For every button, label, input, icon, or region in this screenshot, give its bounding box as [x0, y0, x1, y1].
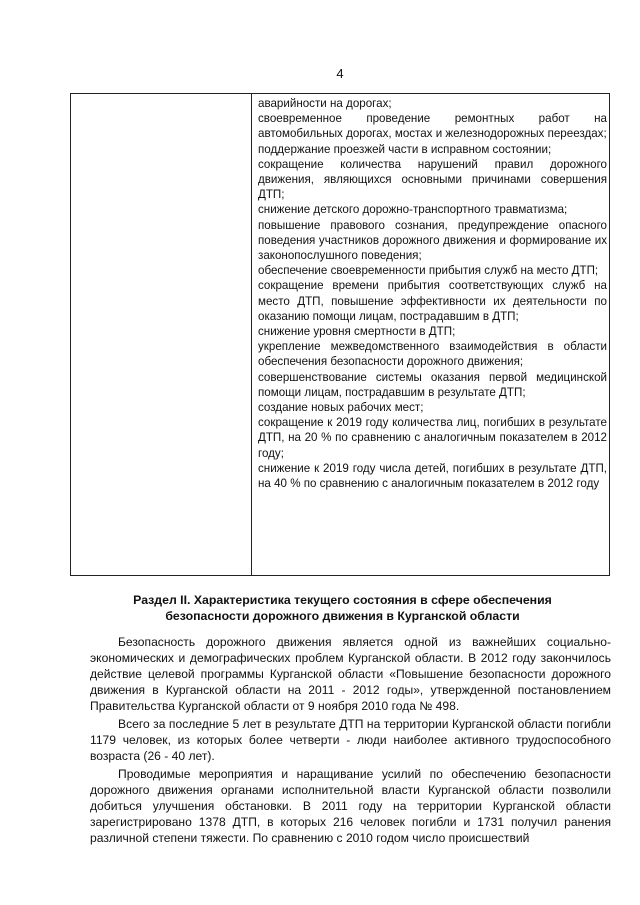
- table-item: сокращение времени прибытия соответствующих служб на место ДТП, повышение эффективности их деятельности по оказанию помощи лицам, пострадавшим в ДТП;: [258, 279, 607, 323]
- body-paragraph: Безопасность дорожного движения является одной из важнейших социально-экономических и демографических проблем Курганской области. В 2012 году закончилось действие целевой программы Курганской области «Повышение безопасности дорожного движения в Курганской области на 2011 - 2012 годы», утвержденной постановлением Правительства Курганской области от 9 ноября 2010 года № 498.: [90, 635, 611, 713]
- table-item: совершенствование системы оказания первой медицинской помощи лицам, пострадавшим в результате ДТП;: [258, 370, 607, 399]
- table-item: обеспечение своевременности прибытия служб на место ДТП;: [258, 264, 599, 278]
- table-item: повышение правового сознания, предупреждение опасного поведения участников дорожного движения и формирование их законопослушного поведения;: [258, 218, 607, 263]
- table-item: поддержание проезжей части в исправном состоянии;: [258, 142, 552, 156]
- section-body: [90, 634, 611, 848]
- table-item: аварийности на дорогах;: [258, 97, 392, 110]
- table-item: своевременное проведение ремонтных работ на автомобильных дорогах, мостах и железнодорожных переездах;: [258, 112, 607, 141]
- body-paragraph: Всего за последние 5 лет в результате ДТП на территории Курганской области погибли 1179 человек, из которых более четверти - люди наиболее активного трудоспособного возраста (26 - 40 лет).: [90, 717, 611, 763]
- table-item: снижение к 2019 году числа детей, погибших в результате ДТП, на 40 % по сравнению с аналогичным показателем в 2012 году: [258, 461, 607, 491]
- table-item: снижение детского дорожно-транспортного травматизма;: [258, 203, 568, 217]
- table-item: укрепление межведомственного взаимодействия в области обеспечения безопасности дорожного движения;: [258, 340, 607, 369]
- table-item: сокращение количества нарушений правил дорожного движения, являющихся основными причинами совершения ДТП;: [258, 157, 607, 202]
- table-item: создание новых рабочих мест;: [258, 401, 424, 415]
- body-paragraph: Проводимые мероприятия и наращивание усилий по обеспечению безопасности дорожного движения органами исполнительной власти Курганской области позволили добиться улучшения обстановки. В 2011 году на территории Курганской области зарегистрировано 1378 ДТП, в которых 216 человек погибли и 1731 получил ранения различной степени тяжести. По сравнению с 2010 годом число происшествий: [90, 767, 611, 845]
- table-right-cell: [258, 96, 607, 491]
- table-column-divider: [251, 94, 252, 575]
- table-item: снижение уровня смертности в ДТП;: [258, 325, 456, 339]
- page-number: 4: [336, 66, 344, 81]
- program-table: [70, 93, 610, 576]
- section-heading-line: Раздел II. Характеристика текущего состояния в сфере обеспечения: [133, 593, 552, 607]
- section-heading: [100, 592, 585, 624]
- section-heading-line: безопасности дорожного движения в Курганской области: [165, 609, 520, 623]
- table-left-cell: [71, 94, 251, 575]
- table-item: сокращение к 2019 году количества лиц, погибших в результате ДТП, на 20 % по сравнению с аналогичным показателем в 2012 году;: [258, 416, 607, 460]
